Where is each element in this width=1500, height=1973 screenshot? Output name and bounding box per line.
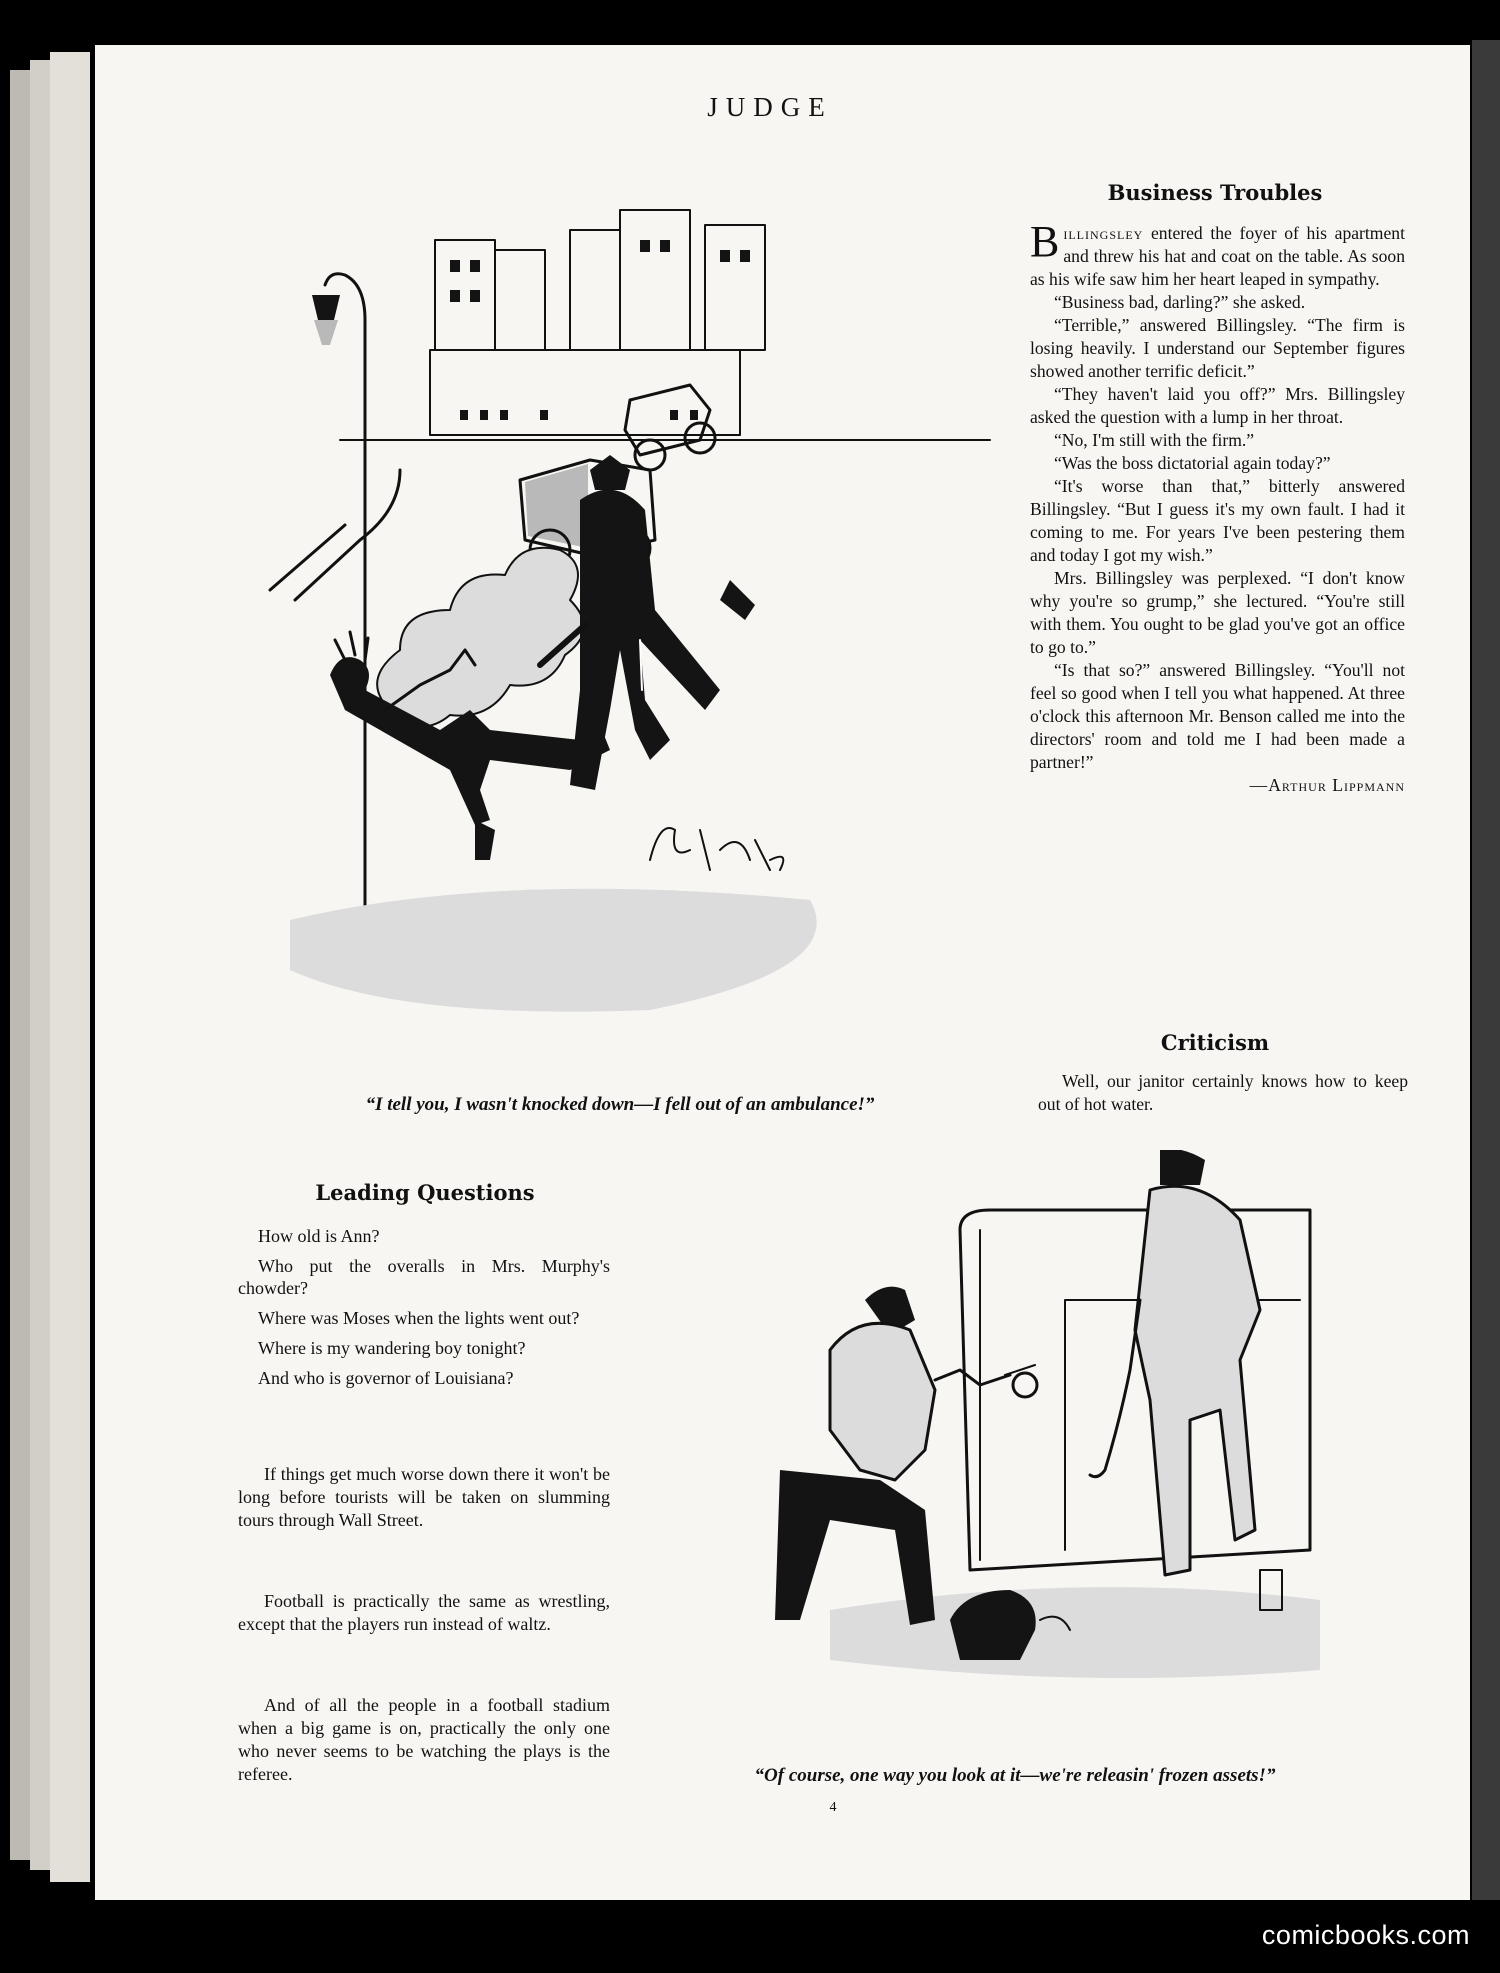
story-paragraph: Mrs. Billingsley was perplexed. “I don't know why you're so grump,” she lectured. “You're still with them. You ought to be glad you've got an office to go to.” xyxy=(1030,568,1405,657)
criticism-heading: Criticism xyxy=(1160,1030,1270,1055)
story-paragraph: “Business bad, darling?” she asked. xyxy=(1054,292,1306,312)
page-number: 4 xyxy=(829,1800,837,1815)
business-troubles-heading: Business Troubles xyxy=(1107,180,1323,205)
joke-referee xyxy=(238,1694,610,1786)
cartoon-safe-illustration xyxy=(680,1150,1360,1740)
criticism-text: Well, our janitor certainly knows how to keep out of hot water. xyxy=(1038,1071,1408,1114)
story-paragraph: “No, I'm still with the firm.” xyxy=(1054,430,1255,450)
lead-caps: illingsley xyxy=(1063,223,1144,243)
story-paragraph: “Is that so?” answered Billingsley. “You'll not feel so good when I tell you what happened. At three o'clock this afternoon Mr. Benson called me into the directors' room and told me I had been made a partner!” xyxy=(1030,660,1405,772)
question-item: And who is governor of Louisiana? xyxy=(258,1368,514,1388)
leading-questions-heading: Leading Questions xyxy=(315,1180,535,1205)
story-paragraph: “Was the boss dictatorial again today?” xyxy=(1054,453,1331,473)
question-item: Where was Moses when the lights went out? xyxy=(258,1308,580,1328)
question-item: Who put the overalls in Mrs. Murphy's chowder? xyxy=(238,1256,610,1298)
book-page-edge xyxy=(50,52,90,1882)
questions-list xyxy=(238,1225,610,1397)
story-paragraph: “It's worse than that,” bitterly answered Billingsley. “But I guess it's my own fault. I had it coming to me. For years I've been pestering them and today I got my wish.” xyxy=(1030,476,1405,565)
cartoon-ambulance-illustration xyxy=(250,170,1010,1070)
author-signature: —Arthur Lippmann xyxy=(1249,775,1405,795)
criticism-body xyxy=(1038,1070,1408,1116)
story-paragraph: Billingsley entered the foyer of his apartment and threw his hat and coat on the table. As soon as his wife saw him her heart leaped in sympathy. xyxy=(1030,217,1405,289)
story-paragraph: “They haven't laid you off?” Mrs. Billingsley asked the question with a lump in her throat. xyxy=(1030,384,1405,427)
cartoon1-caption: “I tell you, I wasn't knocked down—I fell out of an ambulance!” xyxy=(365,1094,875,1115)
joke-text: If things get much worse down there it won't be long before tourists will be taken on slumming tours through Wall Street. xyxy=(238,1464,610,1530)
business-troubles-story xyxy=(1030,217,1405,797)
joke-football xyxy=(238,1590,610,1636)
book-spine-shadow xyxy=(1472,40,1500,1900)
cartoon2-caption: “Of course, one way you look at it—we're releasin' frozen assets!” xyxy=(754,1765,1276,1786)
story-paragraph: “Terrible,” answered Billingsley. “The firm is losing heavily. I understand our September figures showed another terrific deficit.” xyxy=(1030,315,1405,381)
joke-text: Football is practically the same as wrestling, except that the players run instead of waltz. xyxy=(238,1591,610,1634)
question-item: How old is Ann? xyxy=(258,1226,380,1246)
question-item: Where is my wandering boy tonight? xyxy=(258,1338,526,1358)
watermark: comicbooks.com xyxy=(1261,1920,1470,1950)
masthead: JUDGE xyxy=(707,92,833,122)
drop-cap: B xyxy=(1030,217,1060,266)
joke-wall-street xyxy=(238,1463,610,1532)
joke-text: And of all the people in a football stadium when a big game is on, practically the only one who never seems to be watching the plays is the referee. xyxy=(238,1695,610,1784)
